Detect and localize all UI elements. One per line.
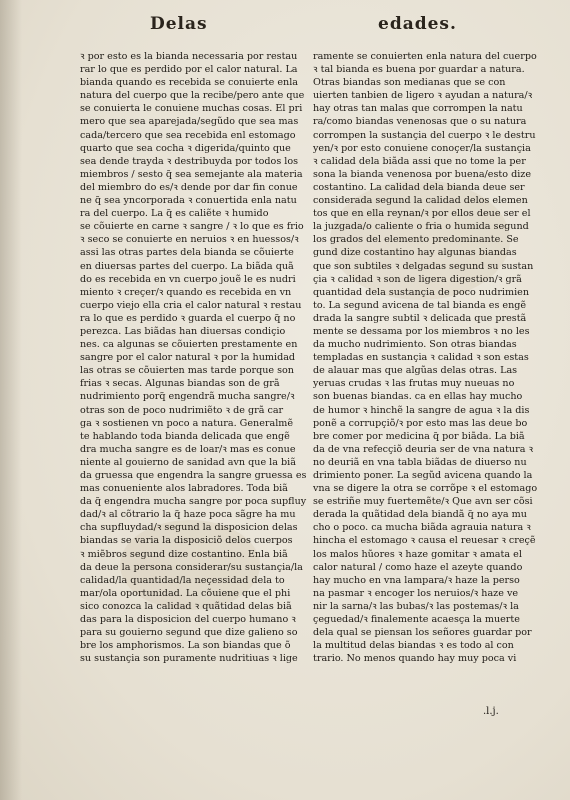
left-text-column xyxy=(80,50,310,665)
text-line: cuerpo viejo ella cria el calor natural ꝛ restau xyxy=(80,299,302,311)
text-line: da q̃ engendra mucha sangre por poca supfluy xyxy=(80,496,307,508)
text-line: ꝛ calidad dela biãda assi que no tome la per xyxy=(313,155,526,167)
running-head-right: edades. xyxy=(378,14,457,34)
text-line: da deue la persona considerar/su sustançia/la xyxy=(80,561,303,573)
text-line: uierten tanbien de ligero ꝛ ayudan a natura/ꝛ xyxy=(313,90,533,102)
text-line: drimiento poner. La segũd avicena quando la xyxy=(313,470,533,481)
running-head-left: Delas xyxy=(150,14,208,34)
text-line: trario. No menos quando hay muy poca vi xyxy=(313,653,517,665)
gutter-shadow xyxy=(0,0,22,800)
text-line: ꝛ miẽbros segund dize costantino. Enla biã xyxy=(80,548,288,560)
text-line: derada la quãtidad dela biandã q̃ no aya mu xyxy=(313,509,527,521)
text-line: quantidad dela sustançia de poco nudrimien xyxy=(313,286,529,298)
text-line: no deuriã en vna tabla biãdas de diuerso nu xyxy=(313,456,527,468)
text-line: bianda quando es recebida se conuierte enla xyxy=(80,77,299,89)
text-line: Otras biandas son medianas que se con xyxy=(313,77,506,89)
text-line: ra lo que es perdido ꝛ guarda el cuerpo q̃ no xyxy=(80,312,296,324)
text-line: del miembro do es/ꝛ dende por dar fin conue xyxy=(80,181,298,193)
text-line: bre los amphorismos. La son biandas que õ xyxy=(80,640,291,652)
text-line: çia ꝛ calidad ꝛ son de ligera digestion/ꝛ grã xyxy=(313,273,522,285)
text-line: se cõuierte en carne ꝛ sangre / ꝛ lo que es frio xyxy=(80,221,304,233)
text-line: son buenas biandas. ca en ellas hay mucho xyxy=(313,391,523,403)
text-line: te hablando toda bianda delicada que engẽ xyxy=(80,430,290,442)
text-line: ra del cuerpo. La q̃ es caliẽte ꝛ humido xyxy=(80,208,269,220)
text-line: calidad/la quantidad/la neçessidad dela to xyxy=(80,574,285,586)
text-line: vna se digere la otra se corrõpe ꝛ el estomago xyxy=(313,483,538,495)
text-line: que son subtiles ꝛ delgadas segund su sustan xyxy=(313,260,534,272)
text-line: do es recebida en vn cuerpo jouẽ le es nudri xyxy=(80,273,296,285)
text-line: assi las otras partes dela bianda se cõuierte xyxy=(80,247,294,259)
text-line: nes. ca algunas se cõuierten prestamente en xyxy=(80,339,298,351)
text-line: ponẽ a corrupçiõ/ꝛ por esto mas las deue bo xyxy=(313,417,528,429)
text-line: to. La segund avicena de tal bianda es engẽ xyxy=(313,299,527,311)
text-line: rar lo que es perdido por el calor natural. La xyxy=(80,64,298,76)
text-line: nudrimiento porq̃ engendrã mucha sangre/ꝛ xyxy=(80,391,295,403)
text-line: los grados del elemento predominante. Se xyxy=(313,234,519,246)
text-line: frias ꝛ secas. Algunas biandas son de grã xyxy=(80,378,280,390)
text-line: ra/como biandas venenosas que o su natura xyxy=(313,116,527,128)
text-line: quarto que sea cocha ꝛ digerida/quinto que xyxy=(80,142,291,154)
text-line: considerada segund la calidad delos elemen xyxy=(313,195,528,207)
text-line: yen/ꝛ por esto conuiene conoçer/la sustançia xyxy=(313,142,531,154)
text-line: biandas se varia la disposiciõ delos cuerpos xyxy=(80,535,293,547)
text-line: na pasmar ꝛ encoger los neruios/ꝛ haze ve xyxy=(313,587,519,599)
text-line: para su gouierno segund que dize galieno so xyxy=(80,627,298,639)
right-text-column xyxy=(313,50,543,665)
text-line: ꝛ tal bianda es buena por guardar a natura. xyxy=(313,64,525,76)
text-line: mente se dessama por los miembros ꝛ no les xyxy=(313,325,530,337)
text-line: templadas en sustançia ꝛ calidad ꝛ son estas xyxy=(313,352,529,364)
text-line: mero que sea aparejada/segũdo que sea mas xyxy=(80,116,299,128)
text-line: su sustançia son puramente nudritiuas ꝛ lige xyxy=(80,653,298,665)
text-line: bre comer por medicina q̃ por biãda. La biã xyxy=(313,430,525,442)
text-line: sico conozca la calidad ꝛ quãtidad delas biã xyxy=(80,600,292,612)
text-line: çeguedad/ꝛ finalemente acaesça la muerte xyxy=(313,614,520,626)
signature-mark: .l.j. xyxy=(483,706,499,717)
text-line: otras son de poco nudrimiẽto ꝛ de grã car xyxy=(80,404,284,416)
text-line: ne q̃ sea yncorporada ꝛ conuertida enla natu xyxy=(80,195,297,207)
text-line: se estriñe muy fuertemẽte/ꝛ Que avn ser cõsi xyxy=(313,496,533,508)
text-line: mas conueniente alos labradores. Toda biã xyxy=(80,483,288,495)
text-line: en diuersas partes del cuerpo. La biãda quã xyxy=(80,260,294,272)
text-line: cho o poco. ca mucha biãda agrauia natura ꝛ xyxy=(313,522,531,534)
text-line: perezca. Las biãdas han diuersas condiçio xyxy=(80,325,286,337)
text-line: dela qual se piensan los señores guardar por xyxy=(313,627,532,639)
text-line: se conuierta le conuiene muchas cosas. El pri xyxy=(80,103,303,115)
text-line: yeruas crudas ꝛ las frutas muy nueuas no xyxy=(313,378,515,390)
text-line: dad/ꝛ al cõtrario la q̃ haze poca sãgre ha mu xyxy=(80,509,296,521)
text-line: miento ꝛ creçer/ꝛ quando es recebida en vn xyxy=(80,286,292,298)
text-line: de alauar mas que algũas delas otras. Las xyxy=(313,365,518,377)
text-line: da gruessa que engendra la sangre gruessa es xyxy=(80,470,307,481)
text-line: las otras se cõuierten mas tarde porque son xyxy=(80,365,294,377)
text-line: drada la sangre subtil ꝛ delicada que prestã xyxy=(313,312,527,324)
text-line: sona la bianda venenosa por buena/esto dize xyxy=(313,168,532,180)
text-line: nir la sarna/ꝛ las bubas/ꝛ las postemas/ꝛ la xyxy=(313,600,519,612)
text-line: ga ꝛ sostienen vn poco a natura. Generalmẽ xyxy=(80,417,294,429)
text-line: mar/ola oportunidad. La cõuiene que el phi xyxy=(80,587,291,599)
text-line: los malos hũores ꝛ haze gomitar ꝛ amata el xyxy=(313,548,522,560)
text-line: gund dize costantino hay algunas biandas xyxy=(313,247,517,259)
text-line: costantino. La calidad dela bianda deue ser xyxy=(313,181,525,193)
text-line: da de vna refecçiõ deuria ser de vna natura ꝛ xyxy=(313,443,534,455)
text-line: hincha el estomago ꝛ causa el reuesar ꝛ creçẽ xyxy=(313,535,536,547)
text-line: la multitud delas biandas ꝛ es todo al con xyxy=(313,640,514,652)
text-line: calor natural / como haze el azeyte quando xyxy=(313,561,523,573)
text-line: de humor ꝛ hinchẽ la sangre de agua ꝛ la dis xyxy=(313,404,530,416)
text-line: ꝛ seco se conuierte en neruios ꝛ en huessos/ꝛ xyxy=(80,234,299,246)
text-line: niente al gouierno de sanidad avn que la biã xyxy=(80,456,296,468)
text-line: miembros / sesto q̃ sea semejante ala materia xyxy=(80,168,303,180)
text-line: hay otras tan malas que corrompen la natu xyxy=(313,103,523,115)
text-line: sea dende trayda ꝛ destribuyda por todos los xyxy=(80,155,299,167)
text-line: la juzgada/o caliente o fria o humida segund xyxy=(313,221,529,233)
text-line: dra mucha sangre es de loar/ꝛ mas es conue xyxy=(80,443,296,455)
text-line: cada/tercero que sea recebida enl estomago xyxy=(80,129,296,141)
text-line: ꝛ por esto es la bianda necessaria por restau xyxy=(80,51,298,62)
text-line: da mucho nudrimiento. Son otras biandas xyxy=(313,339,517,351)
text-line: hay mucho en vna lampara/ꝛ haze la perso xyxy=(313,574,520,586)
text-line: tos que en ella reynan/ꝛ por ellos deue ser el xyxy=(313,208,531,220)
text-line: corrompen la sustançia del cuerpo ꝛ le destru xyxy=(313,129,536,141)
text-line: ramente se conuierten enla natura del cuerpo xyxy=(313,51,537,62)
text-line: sangre por el calor natural ꝛ por la humidad xyxy=(80,352,296,364)
text-line: natura del cuerpo que la recibe/pero ante que xyxy=(80,90,305,102)
text-line: das para la disposicion del cuerpo humano ꝛ xyxy=(80,614,296,626)
text-line: cha supfluydad/ꝛ segund la disposicion delas xyxy=(80,522,298,534)
